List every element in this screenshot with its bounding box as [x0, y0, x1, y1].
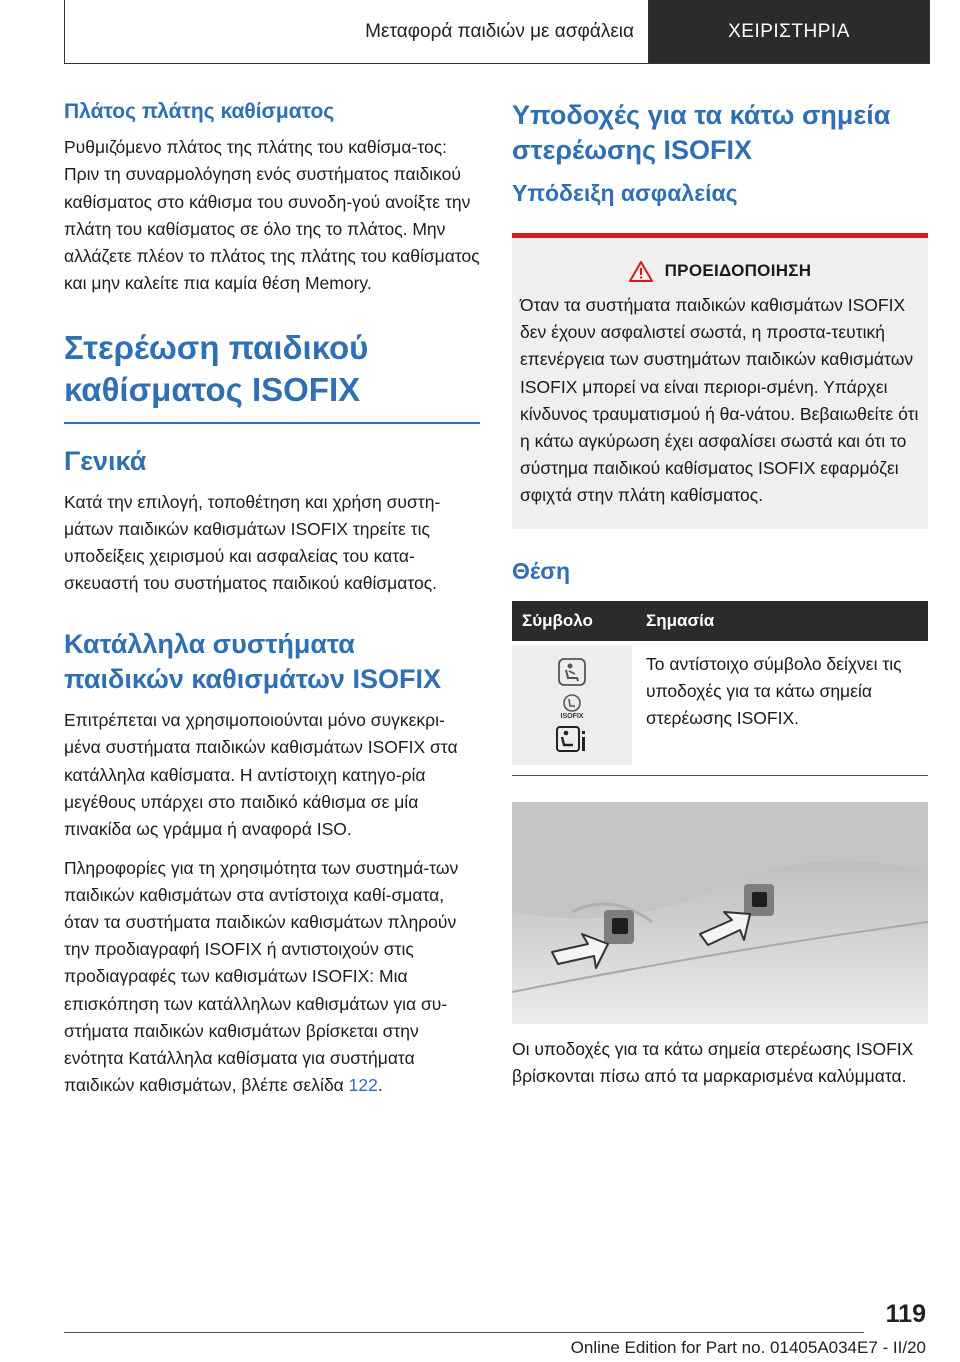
- footer-edition: Online Edition for Part no. 01405A034E7 - II/20: [570, 1338, 926, 1357]
- chapter-tab: ΧΕΙΡΙΣΤΗΡΙΑ: [649, 0, 929, 63]
- general-paragraph: Κατά την επιλογή, τοποθέτηση και χρήση συστη-μάτων παιδικών καθισμάτων ISOFIX τηρείτε τις υποδείξεις χειρισμού και ασφαλείας του κατα-σκευαστή του συστήματος παιδικού καθίσματος.: [64, 491, 441, 594]
- page-reference-link[interactable]: 122: [348, 1074, 378, 1095]
- suitable-paragraph-2-end: .: [377, 1074, 383, 1095]
- isofix-location-illustration: [512, 802, 928, 1024]
- safety-heading: Υπόδειξη ασφαλείας: [512, 180, 738, 207]
- footer-rule: [64, 1332, 864, 1333]
- table-header-row: [512, 601, 928, 641]
- seatwidth-heading: Πλάτος πλάτης καθίσματος: [64, 100, 335, 123]
- isofix-label-symbol: [560, 693, 584, 720]
- rear-seat-photo: [512, 802, 928, 1024]
- isofix-child-seat-icon: [557, 657, 587, 687]
- suitable-systems-heading: Κατάλληλα συστήματα παιδικών καθισμάτων ISOFIX: [64, 629, 441, 695]
- table-cell-meaning: Το αντίστοιχο σύμβολο δείχνει τις υποδοχές για τα κάτω σημεία στερέωσης ISOFIX.: [646, 654, 902, 729]
- seatwidth-paragraph: Ρυθμιζόμενο πλάτος της πλάτης του καθίσμα-τος: Πριν τη συναρμολόγηση ενός συστήματος παιδικού καθίσματος στο κάθισμα του συνοδη-γού ανοίξτε την πλάτη του καθίσματος σε όλο της το πλάτος. Μην αλλάζετε πλέον το πλάτος της πλάτης του καθίσματος και μην καλείτε πια καμία θέση Memory.: [64, 137, 480, 293]
- page-number: 119: [885, 1300, 926, 1328]
- left-column: [64, 98, 480, 1111]
- isofix-symbol-label: ISOFIX: [560, 712, 584, 720]
- isofix-symbol-box: [512, 645, 632, 765]
- isofix-seat-icon: [560, 693, 584, 713]
- anchors-heading: Υποδοχές για τα κάτω σημεία στερέωσης ISOFIX: [512, 100, 891, 166]
- symbol-table: [512, 601, 928, 776]
- child-seat-info-icon: [556, 726, 588, 754]
- right-column: [512, 98, 928, 1090]
- warning-title: ΠΡΟΕΙΔΟΠΟΙΗΣΗ: [664, 261, 812, 281]
- table-cell-symbol: [512, 645, 636, 765]
- warning-box: [512, 233, 928, 529]
- isofix-chapter-heading: Στερέωση παιδικού καθίσματος ISOFIX: [64, 327, 480, 423]
- warning-triangle-icon: [629, 260, 653, 282]
- section-title: Μεταφορά παιδιών με ασφάλεια: [65, 0, 649, 63]
- photo-caption: Οι υποδοχές για τα κάτω σημεία στερέωσης ISOFIX βρίσκονται πίσω από τα μαρκαρισμένα καλύμματα.: [512, 1039, 914, 1087]
- warning-text: Όταν τα συστήματα παιδικών καθισμάτων ISOFIX δεν έχουν ασφαλιστεί σωστά, η προστα-τευτική επενέργεια των συστημάτων παιδικών καθισμάτων ISOFIX μπορεί να είναι περιορι-σμένη. Υπάρχει κίνδυνος τραυματισμού ή θα-νάτου. Βεβαιωθείτε ότι η κάτω αγκύρωση έχει ασφαλίσει σωστά και ότι το σύστημα παιδικού καθίσματος ISOFIX εφαρμόζει σφιχτά στην πλάτη καθίσματος.: [520, 295, 919, 506]
- table-header-symbol: Σύμβολο: [522, 611, 593, 631]
- running-header: [64, 0, 930, 64]
- general-heading: Γενικά: [64, 445, 147, 476]
- suitable-paragraph-2: [64, 855, 480, 1099]
- suitable-paragraph-1: Επιτρέπεται να χρησιμοποιούνται μόνο συγκεκρι-μένα συστήματα παιδικών καθισμάτων ISOFIX στα κατάλληλα καθίσματα. Η αντίστοιχη κατηγο-ρία μεγέθους υπάρχει στο παιδικό κάθισμα σε μία πινακίδα ως γράμμα ή αναφορά ISO.: [64, 710, 458, 839]
- table-header-meaning: Σημασία: [646, 611, 715, 631]
- position-heading: Θέση: [512, 558, 571, 585]
- table-row: [512, 641, 928, 776]
- suitable-paragraph-2-text: Πληροφορίες για τη χρησιμότητα των συστημά-των παιδικών καθισμάτων στα αντίστοιχα καθί-σματα, όταν τα συστήματα παιδικών καθισμάτων πληρούν την προδιαγραφή ISOFIX ή αντιστοιχούν στις προδιαγραφές των καθισμάτων ISOFIX: Μια επισκόπηση των κατάλληλων καθισμάτων για συ-στήματα παιδικών καθισμάτων βρίσκεται στην ενότητα Κατάλληλα καθίσματα για συστήματα παιδικών καθισμάτων, βλέπε σελίδα: [64, 857, 459, 1095]
- warning-header: [520, 260, 920, 282]
